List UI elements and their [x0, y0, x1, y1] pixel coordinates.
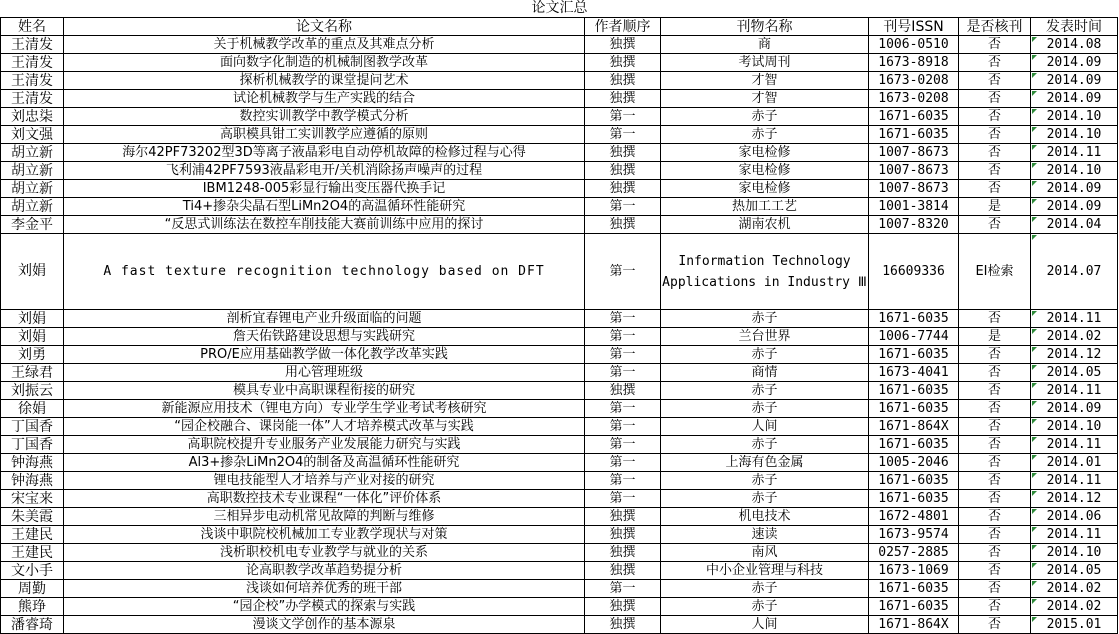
table-row: [1, 328, 1118, 346]
author-name-cell[interactable]: 王建民: [1, 526, 64, 544]
author-name-cell[interactable]: 王绿君: [1, 364, 64, 382]
author-name-cell[interactable]: 宋宝来: [1, 490, 64, 508]
core-journal-cell[interactable]: 否: [959, 162, 1031, 180]
journal-name-cell[interactable]: 才智: [661, 90, 869, 108]
publish-date-cell[interactable]: 2014.01: [1031, 454, 1118, 472]
issn-cell[interactable]: 1007-8673: [869, 180, 959, 198]
journal-name-cell[interactable]: 赤子: [661, 382, 869, 400]
paper-title-cell[interactable]: IBM1248-005彩显行输出变压器代换手记: [64, 180, 585, 198]
author-name-cell[interactable]: 王清发: [1, 72, 64, 90]
author-name-cell[interactable]: 王清发: [1, 90, 64, 108]
author-order-cell[interactable]: 独撰: [585, 598, 661, 616]
journal-name-cell[interactable]: 赤子: [661, 400, 869, 418]
issn-cell[interactable]: 1007-8673: [869, 162, 959, 180]
journal-name-cell[interactable]: 兰台世界: [661, 328, 869, 346]
table-row: [1, 490, 1118, 508]
core-journal-cell[interactable]: 是: [959, 198, 1031, 216]
core-journal-cell[interactable]: 否: [959, 180, 1031, 198]
journal-name-cell[interactable]: 考试周刊: [661, 54, 869, 72]
paper-title-cell[interactable]: 关于机械教学改革的重点及其难点分析: [64, 36, 585, 54]
table-row: [1, 472, 1118, 490]
publish-date-cell[interactable]: 2014.06: [1031, 508, 1118, 526]
paper-title-cell[interactable]: 高职院校提升专业服务产业发展能力研究与实践: [64, 436, 585, 454]
issn-cell[interactable]: 1671-6035: [869, 580, 959, 598]
core-journal-cell[interactable]: 否: [959, 36, 1031, 54]
paper-title-cell[interactable]: Al3+掺杂LiMn2O4的制备及高温循环性能研究: [64, 454, 585, 472]
author-order-cell[interactable]: 第一: [585, 580, 661, 598]
journal-name-cell[interactable]: 人间: [661, 616, 869, 634]
publish-date-cell[interactable]: 2014.09: [1031, 54, 1118, 72]
author-name-cell[interactable]: 王清发: [1, 36, 64, 54]
author-order-cell[interactable]: 独撰: [585, 526, 661, 544]
author-name-cell[interactable]: 丁国香: [1, 418, 64, 436]
author-name-cell[interactable]: 胡立新: [1, 162, 64, 180]
paper-summary-table: [0, 17, 1118, 634]
author-name-cell[interactable]: 徐娟: [1, 400, 64, 418]
table-row: [1, 400, 1118, 418]
publish-date-cell[interactable]: 2014.10: [1031, 126, 1118, 144]
journal-name-cell[interactable]: 赤子: [661, 436, 869, 454]
author-name-cell[interactable]: 熊琤: [1, 598, 64, 616]
paper-title-cell[interactable]: 新能源应用技术（锂电方向）专业学生学业考试考核研究: [64, 400, 585, 418]
author-name-cell[interactable]: 周勤: [1, 580, 64, 598]
header-core-journal[interactable]: 是否核刊: [959, 18, 1031, 36]
journal-name-cell[interactable]: 赤子: [661, 490, 869, 508]
paper-title-cell[interactable]: PRO/E应用基础教学做一体化教学改革实践: [64, 346, 585, 364]
table-row: [1, 108, 1118, 126]
author-order-cell[interactable]: 独撰: [585, 90, 661, 108]
author-order-cell[interactable]: 独撰: [585, 144, 661, 162]
journal-name-cell[interactable]: 赤子: [661, 310, 869, 328]
author-name-cell[interactable]: 潘睿琦: [1, 616, 64, 634]
paper-title-cell[interactable]: 浅析职校机电专业教学与就业的关系: [64, 544, 585, 562]
publish-date-cell[interactable]: 2014.09: [1031, 198, 1118, 216]
paper-title-cell[interactable]: 浅谈如何培养优秀的班干部: [64, 580, 585, 598]
author-name-cell[interactable]: 胡立新: [1, 198, 64, 216]
author-order-cell[interactable]: 第一: [585, 198, 661, 216]
journal-name-cell[interactable]: 赤子: [661, 346, 869, 364]
core-journal-cell[interactable]: 否: [959, 310, 1031, 328]
table-row: [1, 72, 1118, 90]
paper-title-cell[interactable]: 用心管理班级: [64, 364, 585, 382]
issn-cell[interactable]: 1006-0510: [869, 36, 959, 54]
core-journal-cell[interactable]: 否: [959, 126, 1031, 144]
author-name-cell[interactable]: 丁国香: [1, 436, 64, 454]
publish-date-cell[interactable]: 2014.02: [1031, 328, 1118, 346]
author-order-cell[interactable]: 独撰: [585, 616, 661, 634]
author-order-cell[interactable]: 独撰: [585, 216, 661, 234]
author-order-cell[interactable]: 第一: [585, 454, 661, 472]
issn-cell[interactable]: 1671-864X: [869, 616, 959, 634]
journal-name-cell[interactable]: Information Technology Applications in Industry Ⅲ: [661, 234, 869, 310]
paper-title-cell[interactable]: “园企校”办学模式的探索与实践: [64, 598, 585, 616]
table-row: [1, 216, 1118, 234]
journal-name-cell[interactable]: 家电检修: [661, 144, 869, 162]
header-issn[interactable]: 刊号ISSN: [869, 18, 959, 36]
paper-title-cell[interactable]: 浅谈中职院校机械加工专业教学现状与对策: [64, 526, 585, 544]
core-journal-cell[interactable]: 否: [959, 54, 1031, 72]
publish-date-cell[interactable]: 2014.11: [1031, 310, 1118, 328]
publish-date-cell[interactable]: 2014.02: [1031, 598, 1118, 616]
paper-title-cell[interactable]: 模具专业中高职课程衔接的研究: [64, 382, 585, 400]
publish-date-cell[interactable]: 2014.11: [1031, 144, 1118, 162]
author-order-cell[interactable]: 独撰: [585, 162, 661, 180]
issn-cell[interactable]: 1671-6035: [869, 490, 959, 508]
table-row: [1, 526, 1118, 544]
paper-title-cell[interactable]: 高职模具钳工实训教学应遵循的原则: [64, 126, 585, 144]
publish-date-cell[interactable]: 2014.09: [1031, 72, 1118, 90]
author-order-cell[interactable]: 第一: [585, 108, 661, 126]
publish-date-cell[interactable]: 2014.05: [1031, 562, 1118, 580]
journal-name-cell[interactable]: 赤子: [661, 472, 869, 490]
publish-date-cell[interactable]: 2014.09: [1031, 400, 1118, 418]
paper-title-cell[interactable]: 探析机械教学的课堂提问艺术: [64, 72, 585, 90]
journal-name-cell[interactable]: 上海有色金属: [661, 454, 869, 472]
author-name-cell[interactable]: 李金平: [1, 216, 64, 234]
issn-cell[interactable]: 1007-8320: [869, 216, 959, 234]
core-journal-cell[interactable]: 否: [959, 580, 1031, 598]
issn-cell[interactable]: 16609336: [869, 234, 959, 310]
issn-cell[interactable]: 1006-7744: [869, 328, 959, 346]
author-name-cell[interactable]: 王建民: [1, 544, 64, 562]
header-publish-date[interactable]: 发表时间: [1031, 18, 1118, 36]
header-name[interactable]: 姓名: [1, 18, 64, 36]
publish-date-cell[interactable]: 2014.09: [1031, 90, 1118, 108]
journal-name-cell[interactable]: 赤子: [661, 126, 869, 144]
table-row: [1, 418, 1118, 436]
core-journal-cell[interactable]: 否: [959, 216, 1031, 234]
core-journal-cell[interactable]: 否: [959, 436, 1031, 454]
author-name-cell[interactable]: 文小手: [1, 562, 64, 580]
sheet-title: 论文汇总: [531, 0, 588, 16]
issn-cell[interactable]: 1007-8673: [869, 144, 959, 162]
publish-date-cell[interactable]: 2014.10: [1031, 418, 1118, 436]
core-journal-cell[interactable]: 否: [959, 526, 1031, 544]
table-row: [1, 180, 1118, 198]
paper-title-cell[interactable]: 詹天佑铁路建设思想与实践研究: [64, 328, 585, 346]
author-order-cell[interactable]: 独撰: [585, 382, 661, 400]
issn-cell[interactable]: 1672-4801: [869, 508, 959, 526]
journal-name-cell[interactable]: 才智: [661, 72, 869, 90]
table-row: [1, 234, 1118, 310]
core-journal-cell[interactable]: 否: [959, 508, 1031, 526]
journal-name-cell[interactable]: 人间: [661, 418, 869, 436]
author-order-cell[interactable]: 独撰: [585, 54, 661, 72]
core-journal-cell[interactable]: 否: [959, 472, 1031, 490]
journal-name-cell[interactable]: 热加工工艺: [661, 198, 869, 216]
paper-title-cell[interactable]: 飞利浦42PF7593液晶彩电开/关机消除扬声噪声的过程: [64, 162, 585, 180]
table-row: [1, 562, 1118, 580]
publish-date-cell[interactable]: 2014.08: [1031, 36, 1118, 54]
issn-cell[interactable]: 1671-864X: [869, 418, 959, 436]
publish-date-cell[interactable]: 2014.10: [1031, 162, 1118, 180]
core-journal-cell[interactable]: EI检索: [959, 234, 1031, 310]
table-row: [1, 54, 1118, 72]
core-journal-cell[interactable]: 否: [959, 454, 1031, 472]
core-journal-cell[interactable]: 否: [959, 418, 1031, 436]
journal-name-cell[interactable]: 中小企业管理与科技: [661, 562, 869, 580]
table-row: [1, 454, 1118, 472]
publish-date-cell[interactable]: 2014.07: [1031, 234, 1118, 310]
author-name-cell[interactable]: 胡立新: [1, 144, 64, 162]
author-order-cell[interactable]: 第一: [585, 328, 661, 346]
paper-title-cell[interactable]: 漫谈文学创作的基本源泉: [64, 616, 585, 634]
paper-title-cell[interactable]: 面向数字化制造的机械制图教学改革: [64, 54, 585, 72]
issn-cell[interactable]: 1673-0208: [869, 72, 959, 90]
author-name-cell[interactable]: 钟海燕: [1, 454, 64, 472]
table-row: [1, 544, 1118, 562]
publish-date-cell[interactable]: 2014.04: [1031, 216, 1118, 234]
author-order-cell[interactable]: 第一: [585, 436, 661, 454]
publish-date-cell[interactable]: 2014.11: [1031, 472, 1118, 490]
author-name-cell[interactable]: 王清发: [1, 54, 64, 72]
issn-cell[interactable]: 1671-6035: [869, 310, 959, 328]
table-row: [1, 382, 1118, 400]
paper-title-cell[interactable]: “反思式训练法在数控车削技能大赛前训练中应用的探讨: [64, 216, 585, 234]
table-row: [1, 90, 1118, 108]
publish-date-cell[interactable]: 2014.12: [1031, 490, 1118, 508]
paper-title-cell[interactable]: A fast texture recognition technology based on DFT: [64, 234, 585, 310]
issn-cell[interactable]: 1671-6035: [869, 598, 959, 616]
issn-cell[interactable]: 1671-6035: [869, 346, 959, 364]
table-row: [1, 310, 1118, 328]
core-journal-cell[interactable]: 否: [959, 562, 1031, 580]
publish-date-cell[interactable]: 2014.11: [1031, 382, 1118, 400]
author-name-cell[interactable]: 刘勇: [1, 346, 64, 364]
core-journal-cell[interactable]: 否: [959, 364, 1031, 382]
publish-date-cell[interactable]: 2015.01: [1031, 616, 1118, 634]
author-order-cell[interactable]: 第一: [585, 418, 661, 436]
table-row: [1, 580, 1118, 598]
publish-date-cell[interactable]: 2014.11: [1031, 436, 1118, 454]
author-name-cell[interactable]: 刘娟: [1, 234, 64, 310]
publish-date-cell[interactable]: 2014.05: [1031, 364, 1118, 382]
issn-cell[interactable]: 1671-6035: [869, 400, 959, 418]
core-journal-cell[interactable]: 否: [959, 72, 1031, 90]
journal-name-cell[interactable]: 家电检修: [661, 162, 869, 180]
core-journal-cell[interactable]: 否: [959, 90, 1031, 108]
table-row: [1, 364, 1118, 382]
issn-cell[interactable]: 1673-0208: [869, 90, 959, 108]
author-order-cell[interactable]: 独撰: [585, 562, 661, 580]
paper-title-cell[interactable]: 海尔42PF73202型3D等离子液晶彩电自动停机故障的检修过程与心得: [64, 144, 585, 162]
journal-name-cell[interactable]: 商情: [661, 364, 869, 382]
table-row: [1, 508, 1118, 526]
issn-cell[interactable]: 0257-2885: [869, 544, 959, 562]
journal-name-cell[interactable]: 速读: [661, 526, 869, 544]
author-order-cell[interactable]: 独撰: [585, 180, 661, 198]
journal-name-cell[interactable]: 家电检修: [661, 180, 869, 198]
core-journal-cell[interactable]: 否: [959, 346, 1031, 364]
issn-cell[interactable]: 1671-6035: [869, 382, 959, 400]
journal-name-cell[interactable]: 赤子: [661, 108, 869, 126]
core-journal-cell[interactable]: 否: [959, 382, 1031, 400]
journal-name-cell[interactable]: 湖南农机: [661, 216, 869, 234]
core-journal-cell[interactable]: 是: [959, 328, 1031, 346]
issn-cell[interactable]: 1671-6035: [869, 126, 959, 144]
publish-date-cell[interactable]: 2014.11: [1031, 526, 1118, 544]
author-name-cell[interactable]: 钟海燕: [1, 472, 64, 490]
header-paper-title[interactable]: 论文名称: [64, 18, 585, 36]
author-order-cell[interactable]: 第一: [585, 234, 661, 310]
paper-title-cell[interactable]: 论高职教学改革趋势提分析: [64, 562, 585, 580]
author-name-cell[interactable]: 刘忠柒: [1, 108, 64, 126]
issn-cell[interactable]: 1671-6035: [869, 436, 959, 454]
core-journal-cell[interactable]: 否: [959, 616, 1031, 634]
paper-title-cell[interactable]: 锂电技能型人才培养与产业对接的研究: [64, 472, 585, 490]
author-order-cell[interactable]: 独撰: [585, 36, 661, 54]
table-row: [1, 346, 1118, 364]
author-order-cell[interactable]: 第一: [585, 490, 661, 508]
paper-title-cell[interactable]: 剖析宜春锂电产业升级面临的问题: [64, 310, 585, 328]
header-row: [1, 18, 1118, 36]
core-journal-cell[interactable]: 否: [959, 490, 1031, 508]
table-row: [1, 198, 1118, 216]
author-name-cell[interactable]: 刘娟: [1, 328, 64, 346]
issn-cell[interactable]: 1673-8918: [869, 54, 959, 72]
paper-title-cell[interactable]: “园企校融合、课岗能一体”人才培养模式改革与实践: [64, 418, 585, 436]
table-row: [1, 616, 1118, 634]
table-row: [1, 436, 1118, 454]
author-order-cell[interactable]: 独撰: [585, 544, 661, 562]
author-order-cell[interactable]: 独撰: [585, 508, 661, 526]
paper-title-cell[interactable]: 试论机械教学与生产实践的结合: [64, 90, 585, 108]
table-row: [1, 144, 1118, 162]
paper-title-cell[interactable]: 三相异步电动机常见故障的判断与维修: [64, 508, 585, 526]
header-journal[interactable]: 刊物名称: [661, 18, 869, 36]
paper-title-cell[interactable]: 高职数控技术专业课程“一体化”评价体系: [64, 490, 585, 508]
author-order-cell[interactable]: 第一: [585, 346, 661, 364]
author-order-cell[interactable]: 第一: [585, 310, 661, 328]
author-order-cell[interactable]: 第一: [585, 400, 661, 418]
author-order-cell[interactable]: 第一: [585, 364, 661, 382]
author-name-cell[interactable]: 刘文强: [1, 126, 64, 144]
author-order-cell[interactable]: 第一: [585, 126, 661, 144]
publish-date-cell[interactable]: 2014.10: [1031, 108, 1118, 126]
core-journal-cell[interactable]: 否: [959, 544, 1031, 562]
core-journal-cell[interactable]: 否: [959, 400, 1031, 418]
journal-name-cell[interactable]: 南风: [661, 544, 869, 562]
publish-date-cell[interactable]: 2014.02: [1031, 580, 1118, 598]
core-journal-cell[interactable]: 否: [959, 108, 1031, 126]
table-row: [1, 36, 1118, 54]
table-row: [1, 162, 1118, 180]
author-name-cell[interactable]: 胡立新: [1, 180, 64, 198]
issn-cell[interactable]: 1671-6035: [869, 472, 959, 490]
issn-cell[interactable]: 1673-1069: [869, 562, 959, 580]
issn-cell[interactable]: 1671-6035: [869, 108, 959, 126]
publish-date-cell[interactable]: 2014.10: [1031, 544, 1118, 562]
issn-cell[interactable]: 1673-9574: [869, 526, 959, 544]
journal-name-cell[interactable]: 赤子: [661, 580, 869, 598]
journal-name-cell[interactable]: 机电技术: [661, 508, 869, 526]
author-name-cell[interactable]: 刘振云: [1, 382, 64, 400]
issn-cell[interactable]: 1001-3814: [869, 198, 959, 216]
journal-name-cell[interactable]: 商: [661, 36, 869, 54]
table-row: [1, 598, 1118, 616]
publish-date-cell[interactable]: 2014.12: [1031, 346, 1118, 364]
core-journal-cell[interactable]: 否: [959, 598, 1031, 616]
paper-title-cell[interactable]: 数控实训教学中教学模式分析: [64, 108, 585, 126]
journal-name-cell[interactable]: 赤子: [661, 598, 869, 616]
issn-cell[interactable]: 1005-2046: [869, 454, 959, 472]
publish-date-cell[interactable]: 2014.09: [1031, 180, 1118, 198]
core-journal-cell[interactable]: 否: [959, 144, 1031, 162]
author-order-cell[interactable]: 第一: [585, 472, 661, 490]
paper-title-cell[interactable]: Ti4+掺杂尖晶石型LiMn2O4的高温循环性能研究: [64, 198, 585, 216]
author-order-cell[interactable]: 独撰: [585, 72, 661, 90]
author-name-cell[interactable]: 朱美霞: [1, 508, 64, 526]
issn-cell[interactable]: 1673-4041: [869, 364, 959, 382]
header-author-order[interactable]: 作者顺序: [585, 18, 661, 36]
table-row: [1, 126, 1118, 144]
author-name-cell[interactable]: 刘娟: [1, 310, 64, 328]
